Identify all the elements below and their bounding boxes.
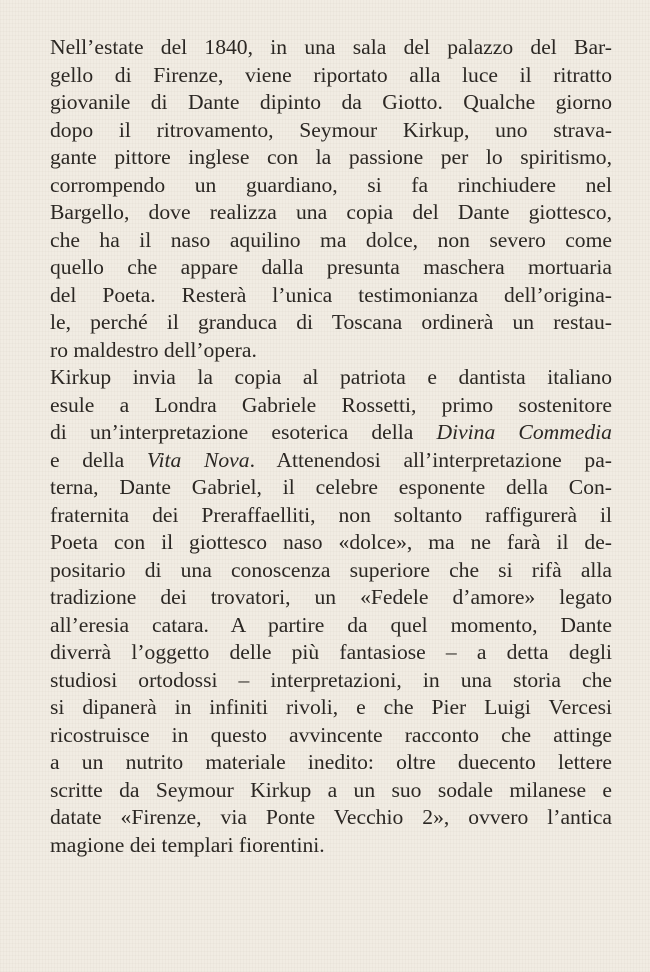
text-line: che ha il naso aquilino ma dolce, non severo come <box>50 227 612 252</box>
text-line: tradizione dei trovatori, un «Fedele d’amore» legato <box>50 585 612 609</box>
text-segment: di un’interpretazione esoterica della <box>50 420 437 444</box>
paragraph-1 <box>50 34 612 364</box>
text-line: ricostruisce in questo avvincente racconto che attinge <box>50 722 612 747</box>
text-line: del Poeta. Resterà l’unica testimonianza dell’origina- <box>50 282 612 307</box>
text-line: Kirkup invia la copia al patriota e dantista italiano <box>50 365 612 389</box>
text-line: ro maldestro dell’opera. <box>50 337 257 362</box>
text-line: studiosi ortodossi – interpretazioni, in una storia che <box>50 667 612 692</box>
text-line <box>50 419 612 447</box>
text-line: gante pittore inglese con la passione per lo spiritismo, <box>50 145 612 169</box>
text-line: terna, Dante Gabriel, il celebre esponente della Con- <box>50 475 612 499</box>
text-line: le, perché il granduca di Toscana ordinerà un restau- <box>50 310 612 334</box>
text-line: diverrà l’oggetto delle più fantasiose – a detta degli <box>50 640 612 664</box>
text-line: a un nutrito materiale inedito: oltre duecento lettere <box>50 750 612 774</box>
text-line: giovanile di Dante dipinto da Giotto. Qualche giorno <box>50 90 612 114</box>
text-segment: . Attenendosi all’interpretazione pa- <box>249 447 612 472</box>
text-line: si dipanerà in infiniti rivoli, e che Pier Luigi Vercesi <box>50 695 612 719</box>
text-line: magione dei templari fiorentini. <box>50 832 325 857</box>
book-title-vita-nova: Vita Nova <box>146 447 250 472</box>
text-line: esule a Londra Gabriele Rossetti, primo sostenitore <box>50 392 612 417</box>
book-title-divina-commedia: Divina Commedia <box>436 420 612 444</box>
text-line: scritte da Seymour Kirkup a un suo sodale milanese e <box>50 777 612 802</box>
blurb-text <box>50 34 612 859</box>
text-line: Nell’estate del 1840, in una sala del palazzo del Bar- <box>50 35 612 59</box>
text-line: dopo il ritrovamento, Seymour Kirkup, uno strava- <box>50 117 612 142</box>
text-line: fraternita dei Preraffaelliti, non soltanto raffigurerà il <box>50 502 612 527</box>
text-line <box>50 447 612 475</box>
text-line: corrompendo un guardiano, si fa rinchiudere nel <box>50 172 612 197</box>
text-line: quello che appare dalla presunta maschera mortuaria <box>50 255 612 279</box>
paragraph-2 <box>50 364 612 859</box>
text-line: Bargello, dove realizza una copia del Dante giottesco, <box>50 200 612 224</box>
text-line: all’eresia catara. A partire da quel momento, Dante <box>50 612 612 637</box>
text-line: positario di una conoscenza superiore che si rifà alla <box>50 557 612 582</box>
text-line: Poeta con il giottesco naso «dolce», ma ne farà il de- <box>50 530 612 554</box>
text-line: gello di Firenze, viene riportato alla luce il ritratto <box>50 62 612 87</box>
text-line: datate «Firenze, via Ponte Vecchio 2», ovvero l’antica <box>50 805 612 829</box>
text-segment: e della <box>50 447 147 472</box>
